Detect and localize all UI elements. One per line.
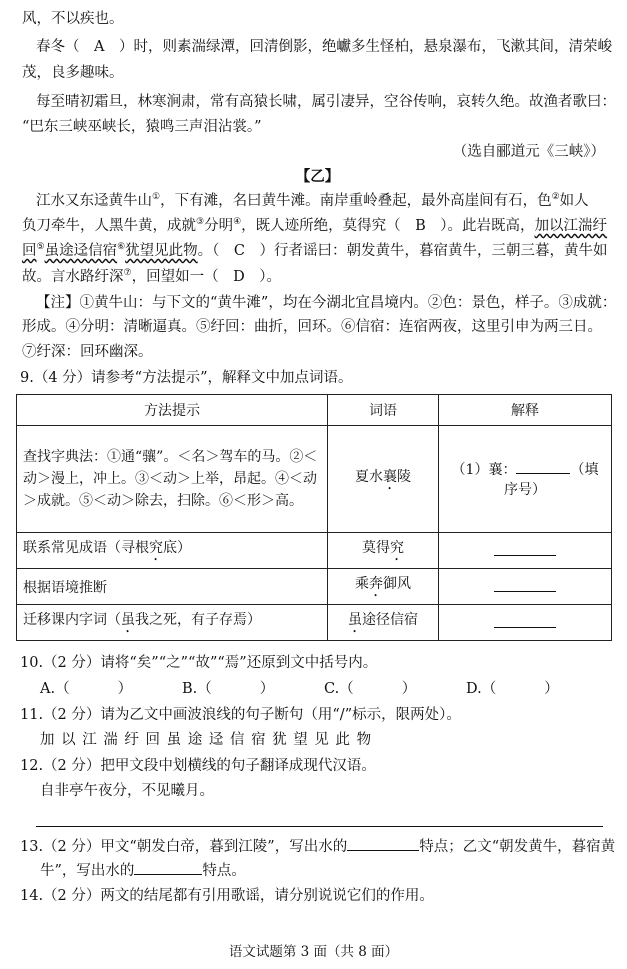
q10-option-c[interactable]: C.（ ） — [324, 681, 417, 697]
word-cell: 夏水襄陵 — [328, 426, 439, 533]
header-explanation: 解释 — [439, 395, 612, 426]
tip-idiom: 联系常见成语（寻根究底） — [17, 533, 328, 569]
text-a-line-4: 每至晴初霜旦，林寒涧肃，常有高猿长啸，属引凄异，空谷传响，哀转久绝。故渔者歌曰： — [36, 94, 616, 110]
word-cell: 虽途径信宿 — [328, 605, 439, 641]
q12-stem: 12.（2 分）把甲文段中划横线的句子翻译成现代汉语。 — [20, 758, 376, 774]
q12-answer-line[interactable] — [36, 825, 603, 827]
table-row — [17, 533, 612, 569]
text-b-title: 【乙】 — [295, 168, 340, 185]
q13-line-2: 牛”，写出水的 特点。 — [40, 860, 613, 882]
q10-option-a[interactable]: A.（ ） — [40, 681, 133, 697]
q10-option-b[interactable]: B.（ ） — [182, 681, 275, 697]
tip-transfer: 迁移课内字词（虽我之死，有子存焉） — [17, 605, 328, 641]
header-word: 词语 — [328, 395, 439, 426]
text-b-line-1: 江水又东迳黄牛山①，下有滩，名曰黄牛滩。南岸重岭叠起，最外高崖间有石，色②如人 — [36, 192, 589, 209]
q13-line-1: 13.（2 分）甲文“朝发白帝，暮到江陵”，写出水的 特点；乙文“朝发黄牛，暮宿黄 — [20, 836, 613, 858]
q11-stem: 11.（2 分）请为乙文中画波浪线的句子断句（用“/”标示，限两处）。 — [20, 707, 461, 723]
text-a-line-1: 风，不以疾也。 — [22, 11, 124, 27]
notes-line-1: 【注】①黄牛山：与下文的“黄牛滩”，均在今湖北宜昌境内。②色：景色，样子。③成就： — [36, 295, 617, 311]
q13-blank-1[interactable] — [347, 836, 419, 851]
q11-sentence[interactable]: 加 以 江 湍 纡 回 虽 途 迳 信 宿 犹 望 见 此 物 — [40, 732, 373, 748]
answer-cell[interactable]: （1）襄： （填序号） — [439, 426, 612, 533]
text-b-line-3: 回⑤虽途迳信宿⑥犹望见此物。（ C ）行者谣曰：朝发黄牛，暮宿黄牛，三朝三暮，黄牛如 — [22, 242, 608, 259]
text-a-line-3: 茂，良多趣味。 — [22, 65, 124, 81]
notes-line-3: ⑦纡深：回环幽深。 — [22, 344, 153, 360]
text-b-line-2: 负刀牵牛，人黑牛黄，成就③分明④，既人迹所绝，莫得究（ B ）。此岩既高，加以江湍纡 — [22, 217, 608, 234]
q14-stem: 14.（2 分）两文的结尾都有引用歌谣，请分别说说它们的作用。 — [20, 888, 434, 904]
answer-cell[interactable] — [439, 569, 612, 605]
table-row — [17, 605, 612, 641]
table-header-row — [17, 395, 612, 426]
q9-stem: 9.（4 分）请参考“方法提示”，解释文中加点词语。 — [20, 370, 353, 386]
text-a-source: （选自郦道元《三峡》） — [452, 144, 605, 160]
q12-sentence: 自非亭午夜分，不见曦月。 — [40, 783, 214, 799]
text-b-line-4: 故。言水路纡深⑦，回望如一（ D ）。 — [22, 268, 281, 285]
answer-cell[interactable] — [439, 605, 612, 641]
table-row — [17, 426, 612, 533]
page-footer: 语文试题第 3 面（共 8 面） — [228, 944, 399, 960]
tip-context: 根据语境推断 — [17, 569, 328, 605]
tip-dictionary: 查找字典法：①通“骧”。＜名＞驾车的马。②＜动＞漫上，冲上。③＜动＞上举，昂起。④＜动＞成就。⑤＜动＞除去，扫除。⑥＜形＞高。 — [17, 426, 328, 533]
word-cell: 莫得究 — [328, 533, 439, 569]
header-method: 方法提示 — [17, 395, 328, 426]
text-a-line-2: 春冬（ A ）时，则素湍绿潭，回清倒影，绝巘多生怪柏，悬泉瀑布，飞漱其间，清荣峻 — [36, 39, 612, 55]
word-cell: 乘奔御风 — [328, 569, 439, 605]
text-a-line-5: “巴东三峡巫峡长，猿鸣三声泪沾裳。” — [22, 119, 262, 135]
q10-option-d[interactable]: D.（ ） — [466, 681, 559, 697]
answer-cell[interactable] — [439, 533, 612, 569]
q10-stem: 10.（2 分）请将“矣”“之”“故”“焉”还原到文中括号内。 — [20, 655, 378, 671]
notes-line-2: 形成。④分明：清晰逼真。⑤纡回：曲折，回环。⑥信宿：连宿两夜，这里引申为两三日。 — [22, 319, 602, 335]
table-row — [17, 569, 612, 605]
q13-blank-2[interactable] — [134, 860, 202, 875]
method-table — [16, 394, 612, 641]
